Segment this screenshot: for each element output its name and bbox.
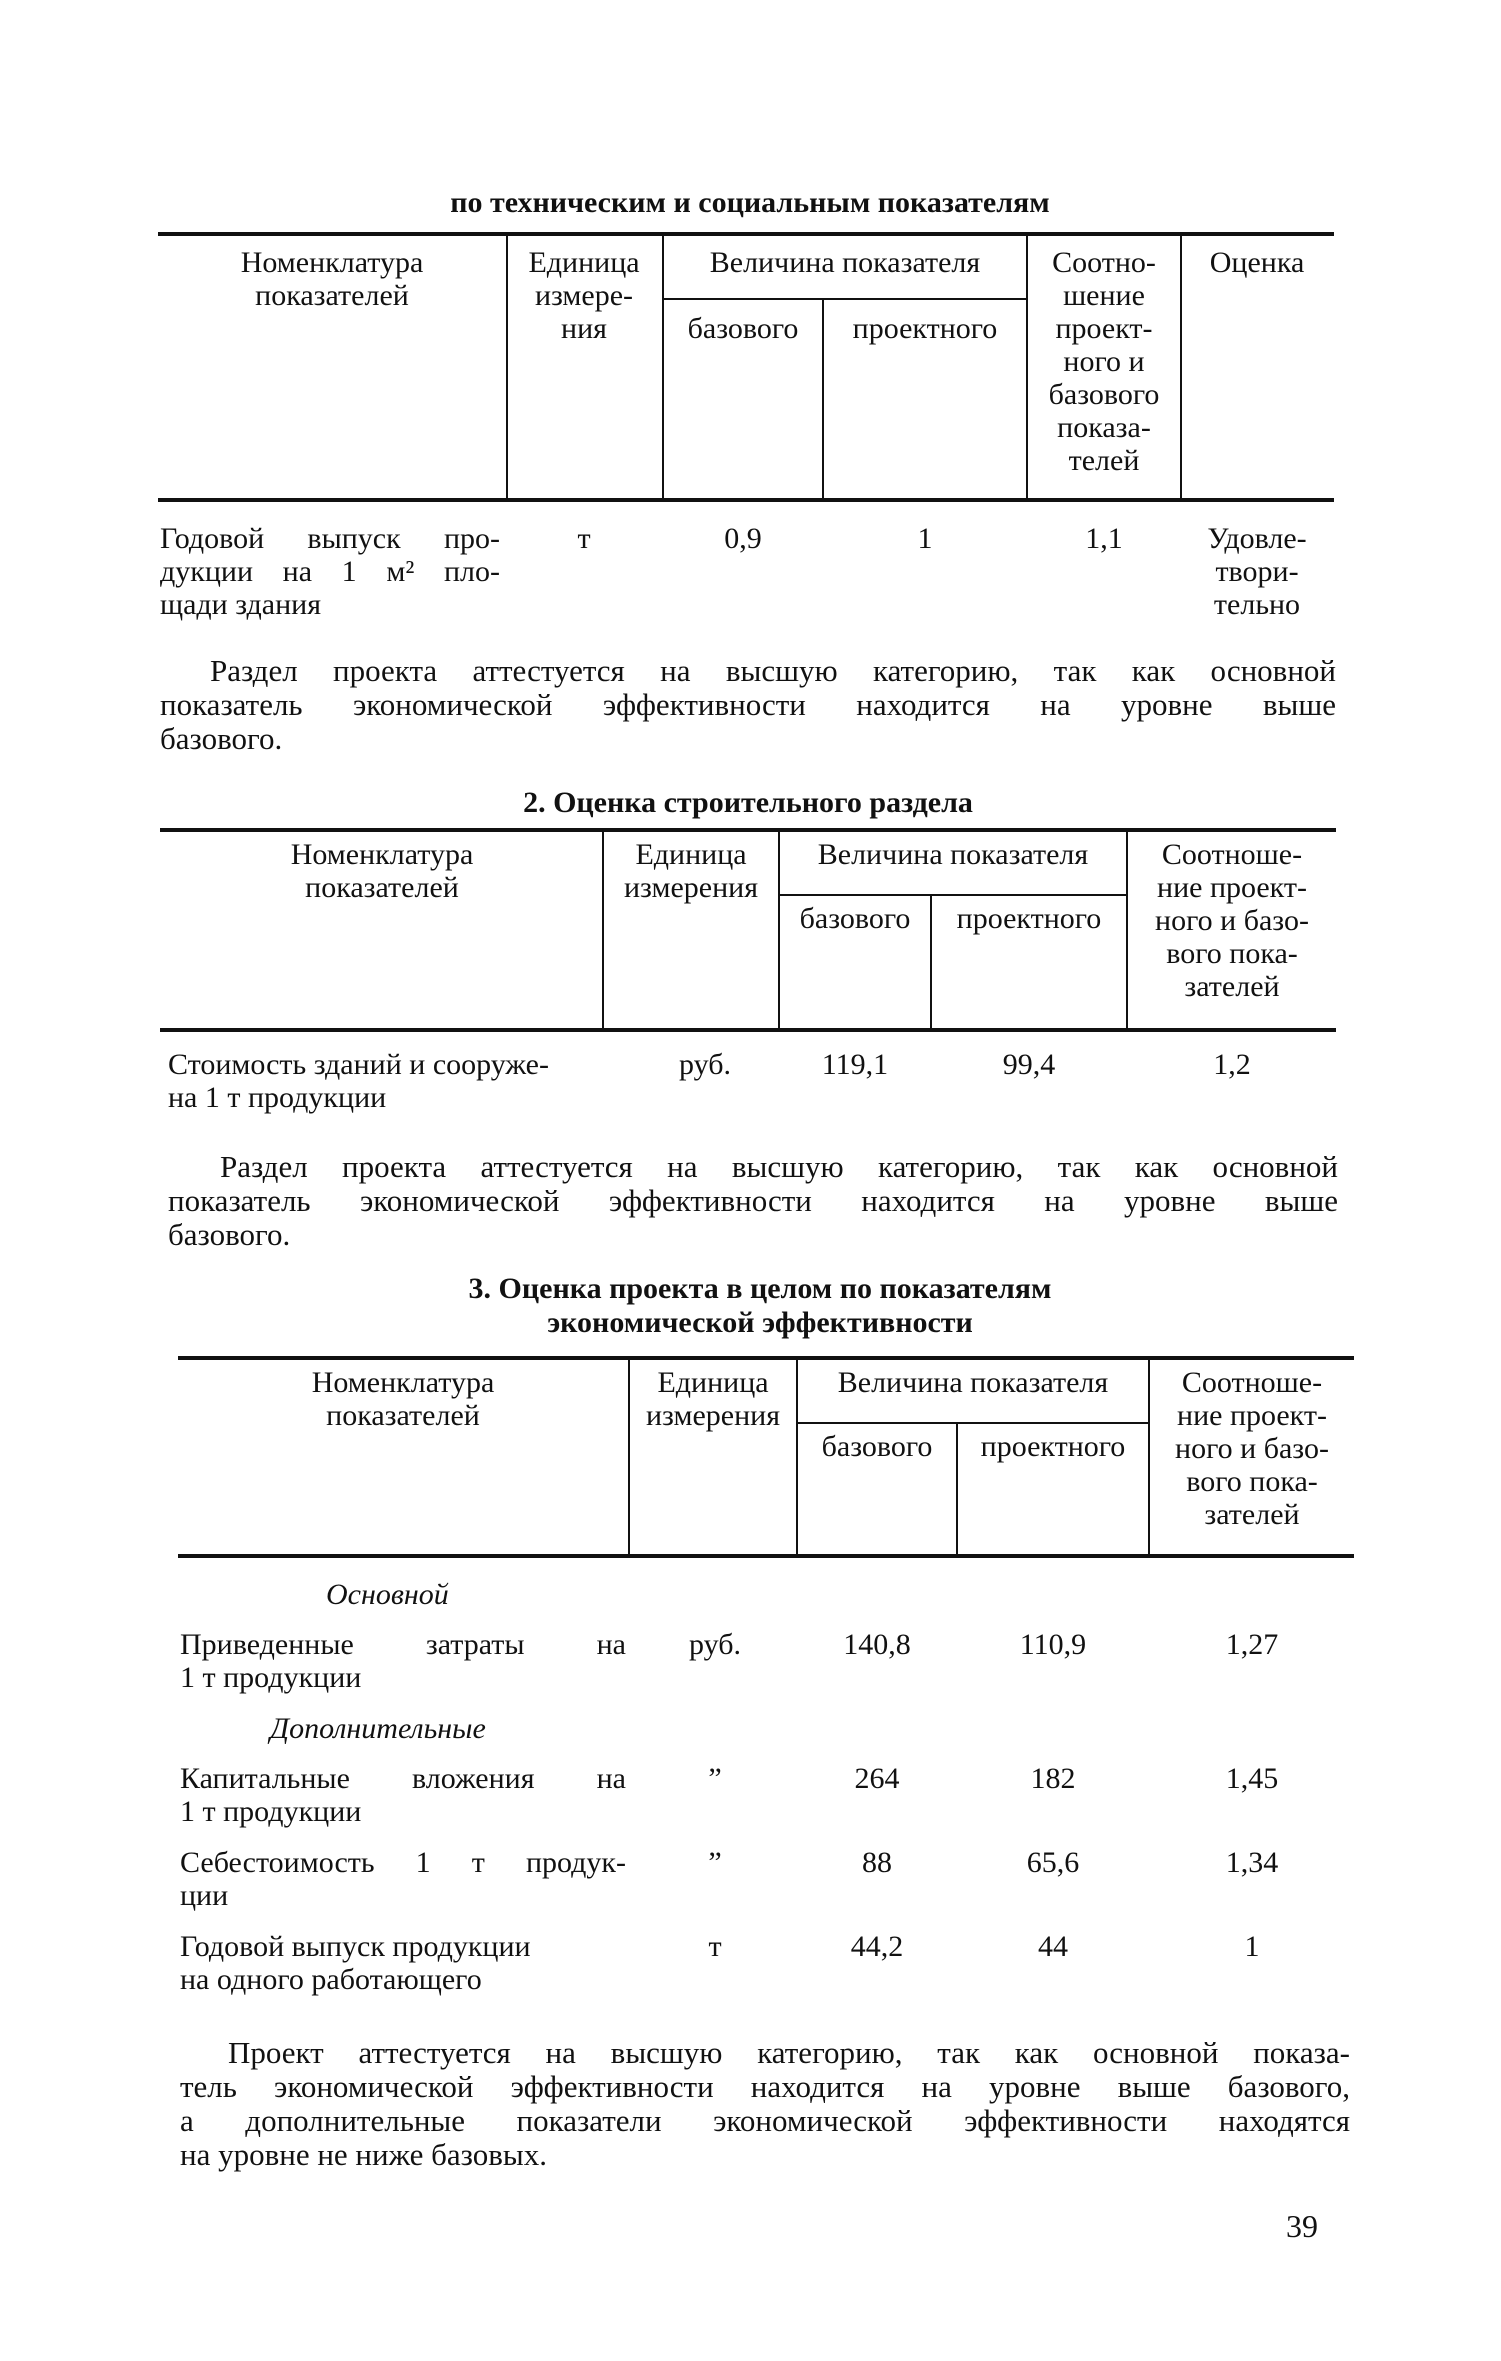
t1-row-unit: т [577, 522, 591, 555]
t1-header-value: Величина показателя [709, 246, 981, 279]
t3-row-base: 88 [862, 1846, 892, 1879]
t3-row-unit: руб. [689, 1628, 741, 1661]
t3-row-project: 44 [1038, 1930, 1068, 1963]
t3-header-unit: Единица измерения [645, 1366, 780, 1432]
t1-header-nomenclature: Номенклатура показателей [240, 246, 424, 312]
t1-row-base: 0,9 [724, 522, 762, 555]
t1-row-assessment: Удовле- твори- тельно [1207, 522, 1307, 621]
t1-header-assessment: Оценка [1209, 246, 1305, 279]
t3-row-ratio: 1,34 [1225, 1846, 1279, 1879]
table-row: Себестоимость 1 т продук- ции [180, 1846, 626, 1912]
t2-header-value: Величина показателя [817, 838, 1089, 871]
t3-header-nomenclature: Номенклатура показателей [311, 1366, 495, 1432]
table1-header-bottom-rule [158, 498, 1334, 502]
t2-row-ratio: 1,2 [1213, 1048, 1251, 1081]
t3-group-extra: Дополнительные [270, 1712, 486, 1745]
t1-row-project: 1 [917, 522, 933, 555]
t2-header-unit: Единица измерения [623, 838, 758, 904]
t2-row-project: 99,4 [1002, 1048, 1056, 1081]
page-number: 39 [1286, 2208, 1318, 2244]
table2-subheader-rule [780, 894, 1126, 896]
t1-header-unit: Единица измере- ния [528, 246, 640, 345]
t3-row-unit: ” [708, 1762, 722, 1795]
table3-subheader-rule [798, 1422, 1148, 1424]
t2-header-base: базового [799, 902, 911, 935]
section1-title: по техническим и социальным показателям [450, 186, 1050, 219]
t3-header-value: Величина показателя [837, 1366, 1109, 1399]
table3-top-rule [178, 1356, 1354, 1360]
t3-row-base: 264 [854, 1762, 900, 1795]
t3-row-project: 110,9 [1019, 1628, 1087, 1661]
t2-row-base: 119,1 [821, 1048, 889, 1081]
t3-row-project: 65,6 [1026, 1846, 1080, 1879]
t3-header-project: проектного [980, 1430, 1126, 1463]
t3-row-unit: ” [708, 1846, 722, 1879]
table-row: Приведенные затраты на 1 т продукции [180, 1628, 626, 1694]
table-row: Капитальные вложения на 1 т продукции [180, 1762, 626, 1828]
t3-row-base: 44,2 [850, 1930, 904, 1963]
t1-header-project: проектного [852, 312, 998, 345]
t1-row-ratio: 1,1 [1085, 522, 1123, 555]
t3-row-project: 182 [1030, 1762, 1076, 1795]
table2-top-rule [160, 828, 1336, 832]
t1-header-ratio: Соотно- шение проект- ного и базового показа- телей [1048, 246, 1160, 477]
t3-header-base: базового [821, 1430, 933, 1463]
section3-title: 3. Оценка проекта в целом по показателям экономической эффективности [468, 1272, 1052, 1339]
table3-header-bottom-rule [178, 1554, 1354, 1558]
table2-header-bottom-rule [160, 1028, 1336, 1032]
t3-row-ratio: 1,45 [1225, 1762, 1279, 1795]
t3-row-ratio: 1,27 [1225, 1628, 1279, 1661]
table1-top-rule [158, 232, 1334, 236]
t2-header-ratio: Соотноше- ние проект- ного и базо- вого пока- зателей [1155, 838, 1309, 1003]
table-row: Годовой выпуск продукции на одного работающего [180, 1930, 531, 1996]
t2-header-nomenclature: Номенклатура показателей [290, 838, 474, 904]
t3-row-ratio: 1 [1244, 1930, 1260, 1963]
t3-row-base: 140,8 [843, 1628, 911, 1661]
t2-row-unit: руб. [679, 1048, 731, 1081]
table1-subheader-rule [662, 298, 1028, 300]
section2-conclusion: Раздел проекта аттестуется на высшую категорию, так как основной показатель экономической эффективности находится на уровне выше базового. [168, 1149, 1338, 1252]
section2-title: 2. Оценка строительного раздела [523, 786, 973, 819]
t2-row-name: Стоимость зданий и сооруже- на 1 т продукции [168, 1048, 549, 1114]
section1-conclusion: Раздел проекта аттестуется на высшую категорию, так как основной показатель экономической эффективности находится на уровне выше базового. [160, 653, 1336, 756]
section3-conclusion: Проект аттестуется на высшую категорию, так как основной показа- тель экономической эффективности находится на уровне выше базового, а дополнительные показатели экономической эффективности находятся на уровне не ниже базовых. [180, 2035, 1350, 2172]
t3-header-ratio: Соотноше- ние проект- ного и базо- вого пока- зателей [1175, 1366, 1329, 1531]
t3-row-unit: т [708, 1930, 722, 1963]
t1-header-base: базового [687, 312, 799, 345]
t3-group-main: Основной [326, 1578, 449, 1611]
t1-row-name: Годовой выпуск про- дукции на 1 м² пло- щади здания [160, 522, 500, 621]
t2-header-project: проектного [956, 902, 1102, 935]
